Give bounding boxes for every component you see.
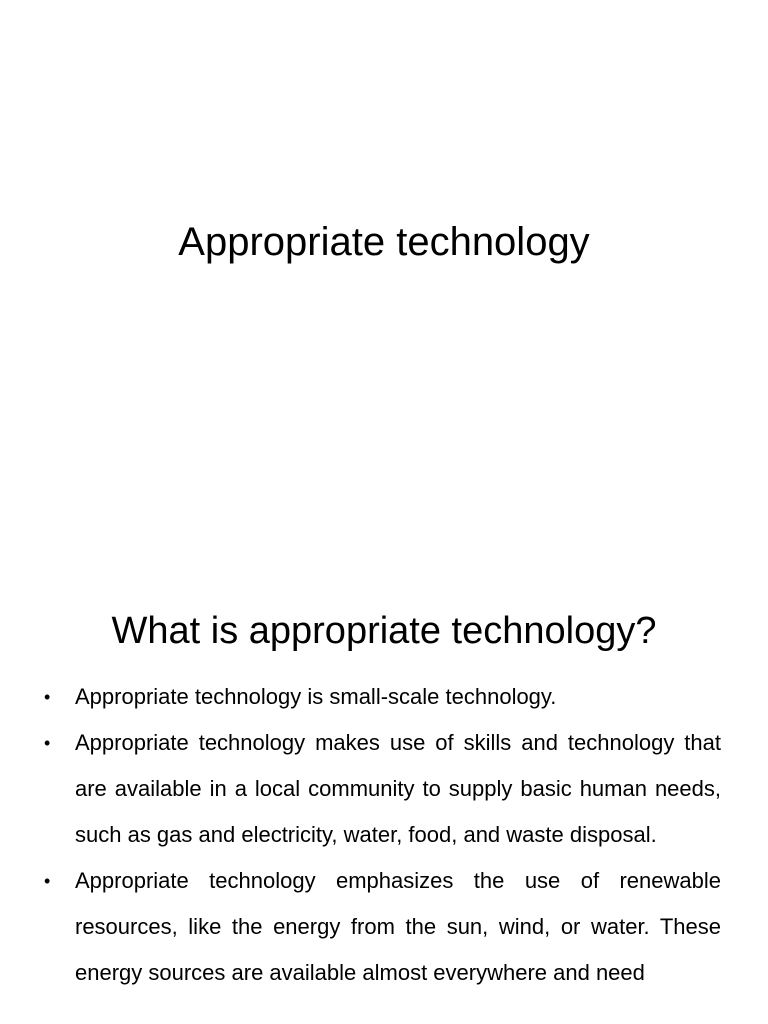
presentation-title: Appropriate technology bbox=[178, 220, 590, 264]
bullet-list bbox=[0, 674, 768, 996]
slide-heading: What is appropriate technology? bbox=[111, 610, 657, 652]
bullet-text: Appropriate technology makes use of skills and technology that are available in a local community to supply basic human needs, such as gas and electricity, water, food, and waste disposal. bbox=[75, 730, 721, 847]
bullet-icon: • bbox=[44, 687, 51, 707]
slide-content bbox=[0, 600, 768, 1024]
bullet-item bbox=[0, 720, 768, 858]
bullet-icon: • bbox=[44, 733, 51, 753]
bullet-item bbox=[0, 674, 768, 720]
bullet-text: Appropriate technology is small-scale technology. bbox=[75, 684, 557, 709]
bullet-icon: • bbox=[44, 871, 51, 891]
bullet-text: Appropriate technology emphasizes the use of renewable resources, like the energy from the sun, wind, or water. These energy sources are available almost everywhere and need bbox=[75, 868, 721, 985]
bullet-item bbox=[0, 858, 768, 996]
